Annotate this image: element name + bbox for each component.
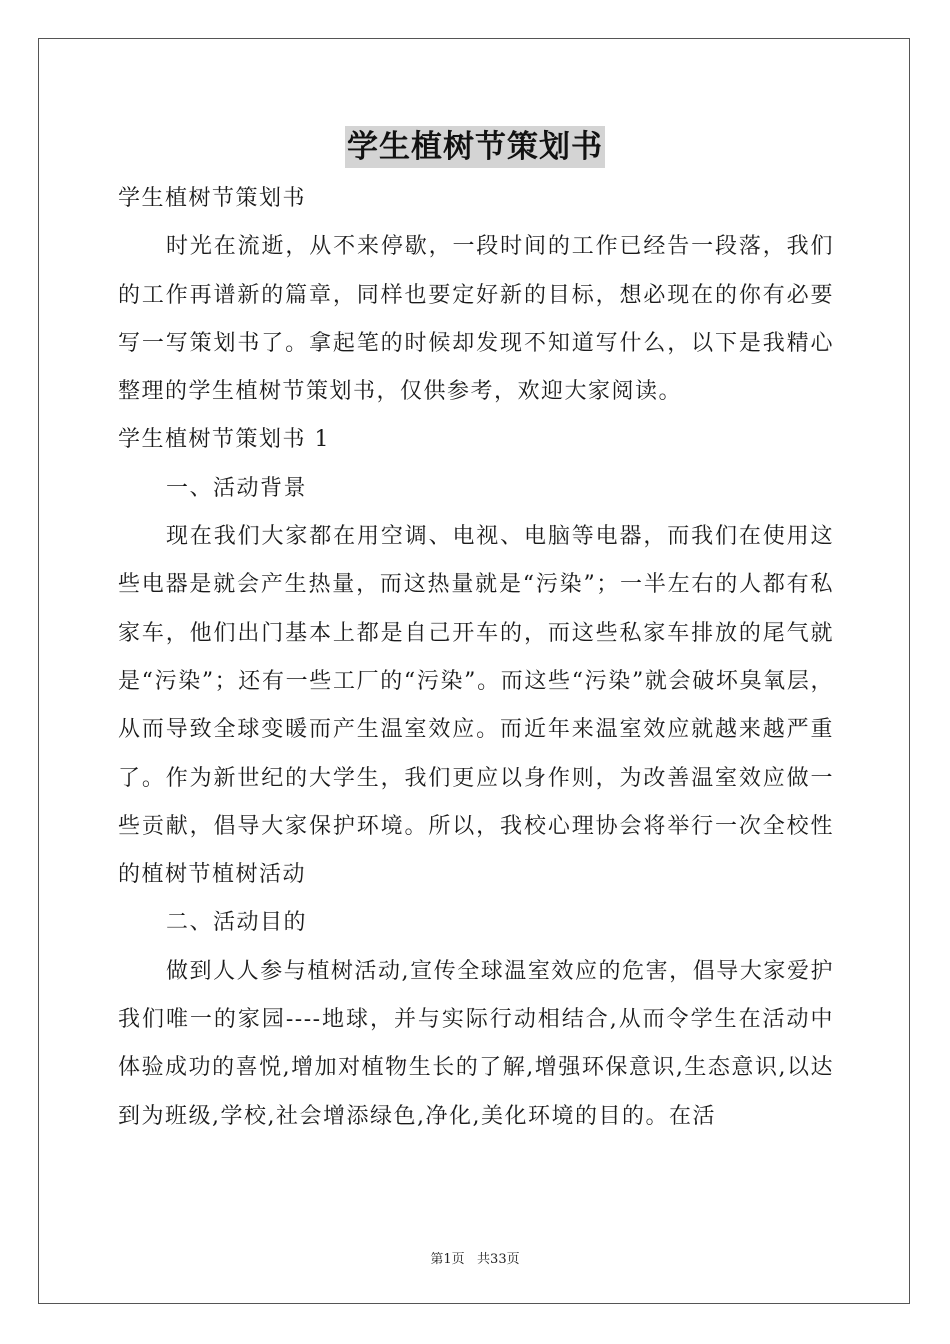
page-footer (0, 1248, 950, 1267)
subtitle-paragraph: 学生植树节策划书 (118, 186, 307, 211)
activity-background-heading: 一、活动背景 (166, 475, 308, 501)
activity-purpose-paragraph: 做到人人参与植树活动,宣传全球温室效应的危害，倡导大家爱护我们唯一的家园----地球，并与实际行动相结合,从而令学生在活动中体验成功的喜悦,增加对植物生长的了解,增强环保意识,生态意识,以达到为班级,学校,社会增添绿色,净化,美化环境的目的。在活 (118, 958, 834, 1129)
title-container (0, 126, 950, 168)
page-number: 第1页 共33页 (430, 1252, 520, 1267)
document-title: 学生植树节策划书 (345, 126, 605, 168)
activity-background-paragraph: 现在我们大家都在用空调、电视、电脑等电器，而我们在使用这些电器是就会产生热量，而这热量就是“污染”；一半左右的人都有私家车，他们出门基本上都是自己开车的，而这些私家车排放的尾气就是“污染”；还有一些工厂的“污染”。而这些“污染”就会破坏臭氧层，从而导致全球变暖而产生温室效应。而近年来温室效应就越来越严重了。作为新世纪的大学生，我们更应以身作则，为改善温室效应做一些贡献，倡导大家保护环境。所以，我校心理协会将举行一次全校性的植树节植树活动 (118, 524, 834, 888)
activity-purpose-heading: 二、活动目的 (166, 910, 308, 936)
intro-paragraph: 时光在流逝，从不来停歇，一段时间的工作已经告一段落，我们的工作再谱新的篇章，同样也要定好新的目标，想必现在的你有必要写一写策划书了。拿起笔的时候却发现不知道写什么，以下是我精心整理的学生植树节策划书，仅供参考，欢迎大家阅读。 (118, 234, 834, 405)
section-heading-1: 学生植树节策划书 1 (118, 427, 330, 453)
document-body (118, 175, 834, 1141)
